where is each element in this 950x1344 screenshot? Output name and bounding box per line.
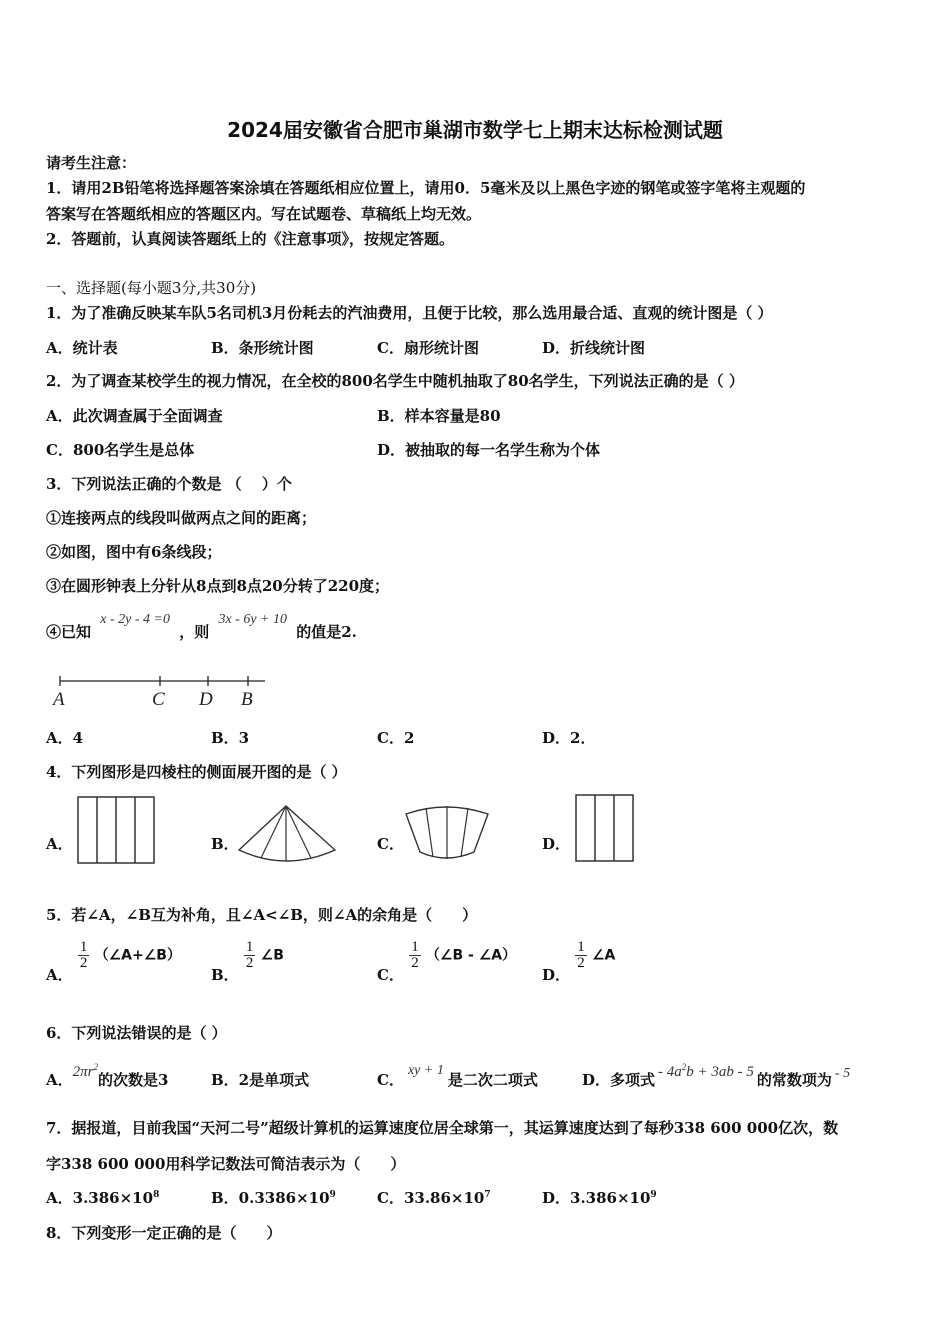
q7-option-b: B．$0.3386\times 10^9$ xyxy=(211,1189,336,1207)
q6-a-text: 的次数是3 xyxy=(98,1071,169,1089)
q6-a-expr: 2πr xyxy=(72,1064,94,1080)
q6-a-exponent: 2 xyxy=(93,1062,98,1072)
q3-option-c: C．2 xyxy=(377,729,415,747)
q5-b-label: B． xyxy=(211,965,239,984)
question-4-stem: 4．下列图形是四棱柱的侧面展开图的是（ ） xyxy=(46,763,347,781)
notice-line: 2．答题前，认真阅读答题纸上的《注意事项》，按规定答题。 xyxy=(46,230,454,248)
q6-d-text: 的常数项为 xyxy=(756,1071,832,1089)
question-5-stem: 5．若∠A，∠B互为补角，且∠A<∠B，则∠A的余角是（ ） xyxy=(46,906,478,924)
q3-s4-suffix: 的值是2. xyxy=(296,623,357,641)
q5-c-label: C． xyxy=(377,965,404,984)
q3-s4-then: ，则 xyxy=(179,623,210,641)
q4-option-a: A． xyxy=(46,835,73,853)
q1-option-c: C．扇形统计图 xyxy=(377,339,479,357)
q5-c-expr: （∠B - ∠A） xyxy=(425,947,517,964)
notice-heading: 请考生注意： xyxy=(46,154,137,172)
q3-statement-3: ③在圆形钟表上分针从8点到8点20分转了220度； xyxy=(46,577,390,595)
expression: 3x - 6y + 10 xyxy=(218,612,287,627)
line-segment-figure xyxy=(50,672,280,712)
question-1-stem: 1．为了准确反映某车队5名司机3月份耗去的汽油费用，且便于比较，那么选用最合适、直观的统计图是（ ） xyxy=(46,304,773,322)
question-6-stem: 6．下列说法错误的是（ ） xyxy=(46,1024,227,1042)
q6-option-d: D．多项式 - $4a^2b + 3ab - 5$ 的常数项为 - 5 xyxy=(582,1062,851,1089)
q6-d-label: D．多项式 xyxy=(582,1071,656,1089)
q5-a-label: A． xyxy=(46,965,73,984)
q3-option-b: B．3 xyxy=(211,729,250,747)
notice-line: 答案写在答题纸相应的答题区内。写在试题卷、草稿纸上均无效。 xyxy=(46,205,482,223)
net-three-rectangles xyxy=(574,793,636,865)
q5-option-c xyxy=(377,939,517,984)
q5-option-a xyxy=(46,939,181,984)
q3-option-d: D．2． xyxy=(542,729,596,747)
q6-option-b: B．2是单项式 xyxy=(211,1071,310,1089)
q4-option-c: C． xyxy=(377,835,404,853)
q3-statement-2: ②如图，图中有6条线段； xyxy=(46,543,222,561)
question-8-stem: 8．下列变形一定正确的是（ ） xyxy=(46,1224,282,1242)
q7-option-d: D．$3.386\times 10^9$ xyxy=(542,1189,657,1207)
q1-option-a: A．统计表 xyxy=(46,339,118,357)
q6-d-value: - 5 xyxy=(834,1066,851,1081)
q5-d-label: D． xyxy=(542,965,571,984)
q1-option-d: D．折线统计图 xyxy=(542,339,646,357)
label-d: D xyxy=(199,689,213,710)
q1-option-b: B．条形统计图 xyxy=(211,339,314,357)
q2-option-a: A．此次调查属于全面调查 xyxy=(46,407,223,425)
label-c: C xyxy=(152,689,165,710)
q2-option-d: D．被抽取的每一名学生称为个体 xyxy=(377,441,601,459)
question-7-stem: 7．据报道，目前我国“天河二号”超级计算机的运算速度位居全球第一，其运算速度达到了每秒338 600 000亿次，数 xyxy=(46,1119,839,1137)
q3-s4-prefix: ④已知 xyxy=(46,623,92,641)
net-frustum-shape xyxy=(402,802,492,864)
q6-c-expr: xy + 1 xyxy=(407,1063,444,1078)
q5-a-expr: （∠A+∠B） xyxy=(94,947,181,964)
q4-option-d: D． xyxy=(542,835,571,853)
q7-option-c: C．$33.86\times 10^7$ xyxy=(377,1189,491,1207)
question-2-stem: 2．为了调查某校学生的视力情况，在全校的800名学生中随机抽取了80名学生，下列说法正确的是（ ） xyxy=(46,372,744,390)
q4-option-b: B． xyxy=(211,835,239,853)
q3-option-a: A．4 xyxy=(46,729,84,747)
q6-option-c xyxy=(377,1063,538,1090)
q6-option-a xyxy=(46,1062,169,1090)
fraction-half: $\frac{1}{2}$ xyxy=(577,939,585,971)
q5-option-d xyxy=(542,939,616,984)
question-3-stem: 3．下列说法正确的个数是 （ ）个 xyxy=(46,475,292,493)
fraction-half: $\frac{1}{2}$ xyxy=(245,939,254,971)
q7-option-a: A．$3.386\times 10^8$ xyxy=(46,1189,160,1207)
notice-line: 1．请用2B铅笔将选择题答案涂填在答题纸相应位置上，请用0．5毫米及以上黑色字迹的钢笔或签字笔将主观题的 xyxy=(46,179,806,197)
q6-c-text: 是二次二项式 xyxy=(447,1071,538,1089)
q5-b-expr: ∠B xyxy=(260,947,284,964)
q3-statement-1: ①连接两点的线段叫做两点之间的距离； xyxy=(46,509,317,527)
q6-a-label: A． xyxy=(46,1071,73,1089)
equation-1: x - 2y - 4 =0 xyxy=(100,612,170,627)
q2-option-b: B．样本容量是80 xyxy=(377,407,501,425)
q2-option-c: C．800名学生是总体 xyxy=(46,441,195,459)
q3-statement-4 xyxy=(46,612,357,642)
q5-option-b xyxy=(211,939,284,984)
net-fan-shape xyxy=(236,802,340,864)
label-b: B xyxy=(241,689,253,710)
section-heading: 一、选择题(每小题3分,共30分) xyxy=(46,279,257,297)
q5-d-expr: ∠A xyxy=(591,947,616,964)
label-a: A xyxy=(53,689,65,710)
page-title: 2024届安徽省合肥市巢湖市数学七上期末达标检测试题 xyxy=(227,118,723,142)
net-four-rectangles xyxy=(76,795,158,867)
fraction-half: $\frac{1}{2}$ xyxy=(411,939,419,971)
fraction-half: $\frac{1}{2}$ xyxy=(79,939,88,971)
q6-c-label: C． xyxy=(377,1071,404,1089)
question-7-stem-cont: 字338 600 000用科学记数法可简洁表示为（ ） xyxy=(46,1155,406,1173)
